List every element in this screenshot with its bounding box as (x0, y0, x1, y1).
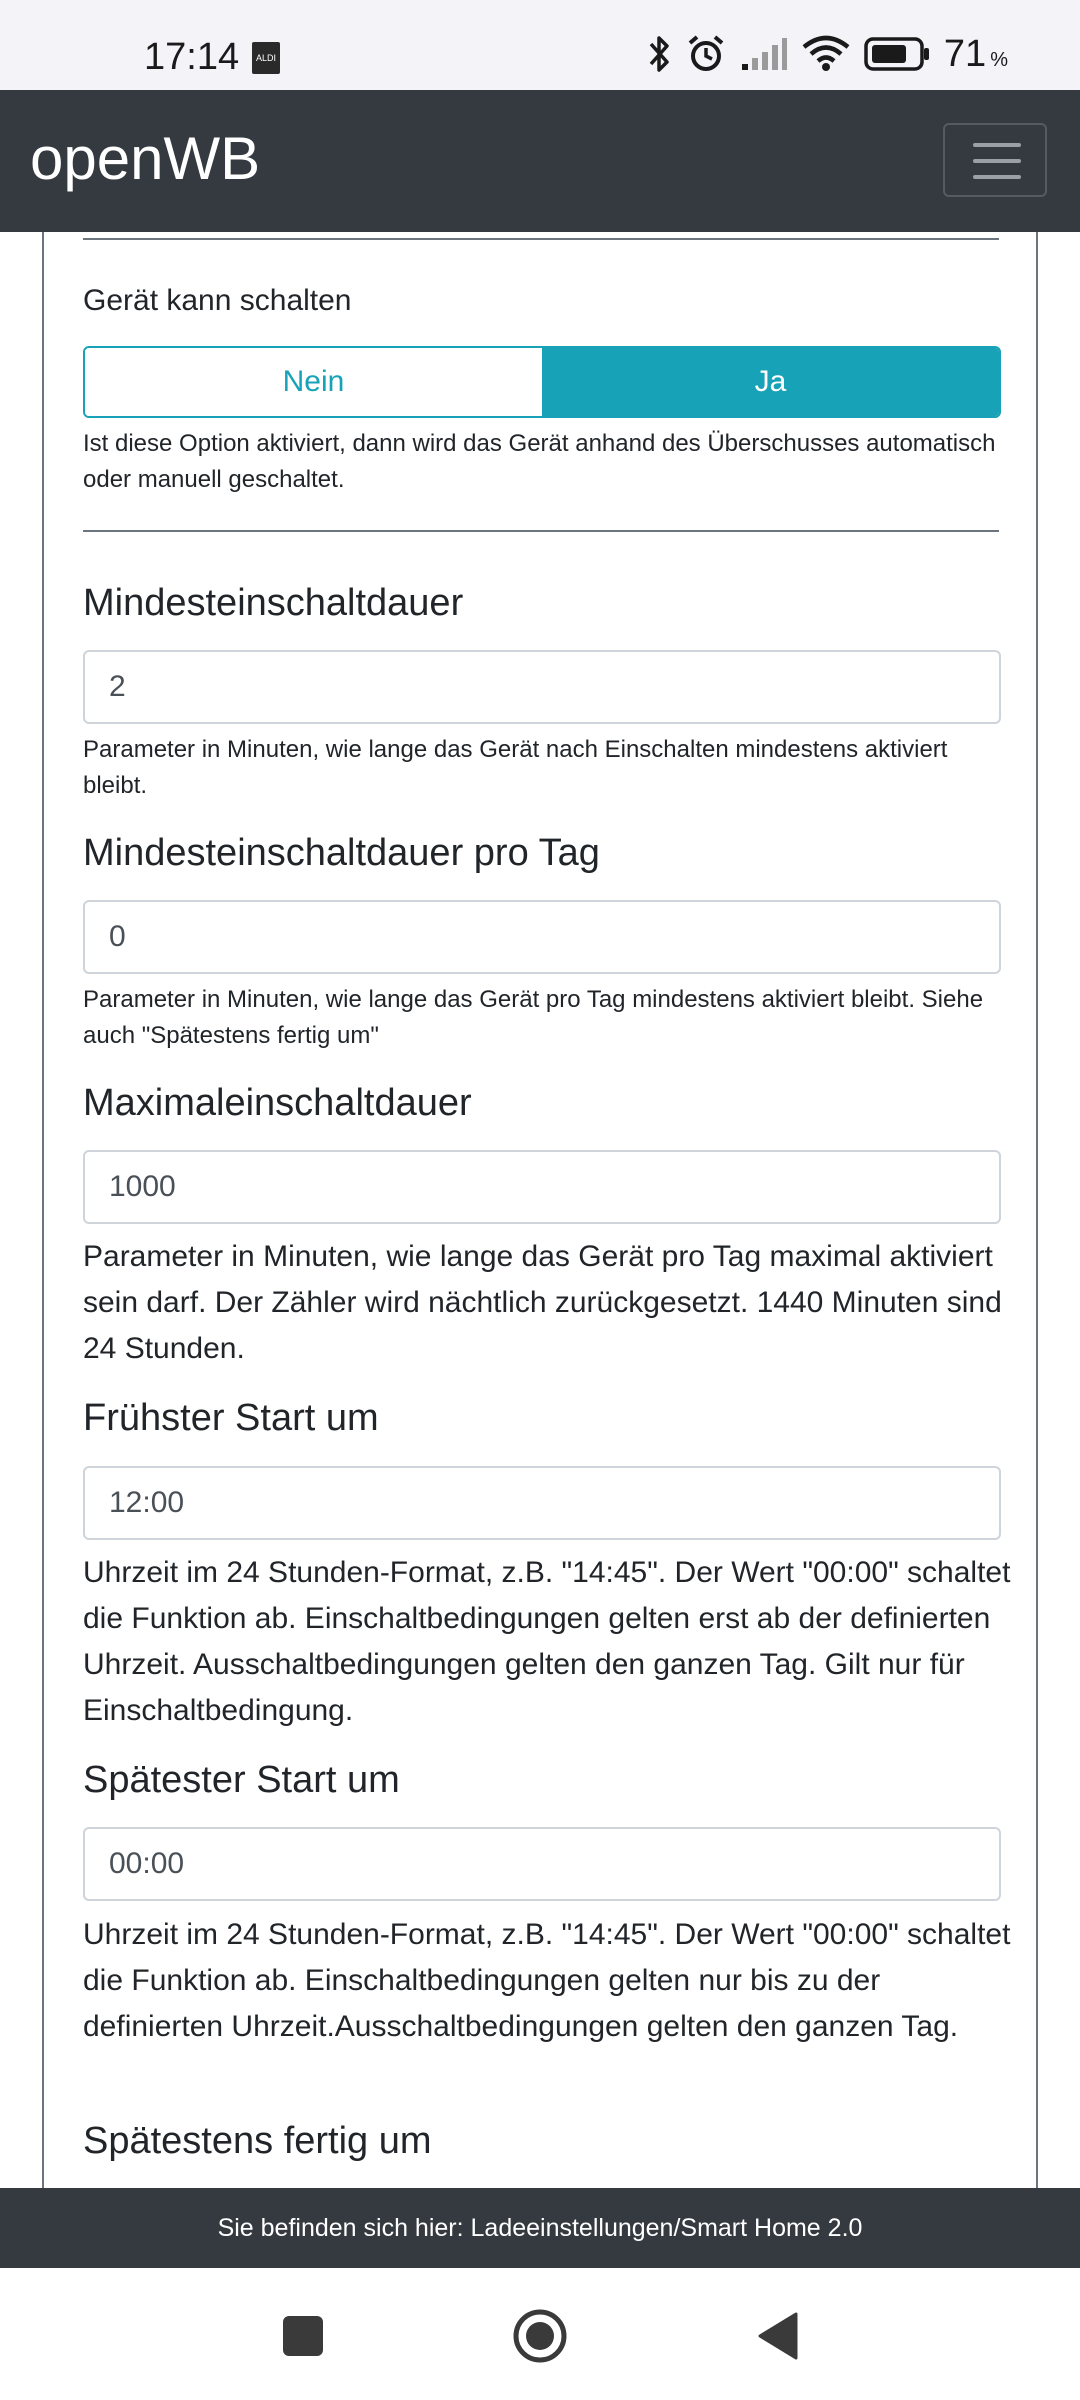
min-on-label: Mindesteinschaltdauer (83, 582, 464, 624)
breadcrumb-text: Sie befinden sich hier: Ladeeinstellungen/Smart Home 2.0 (217, 2213, 863, 2242)
breadcrumb-footer (0, 2188, 1080, 2268)
min-on-day-input[interactable]: 0 (83, 900, 1001, 974)
settings-card (42, 232, 1038, 2188)
status-icons (648, 32, 1008, 76)
min-on-help: Parameter in Minuten, wie lange das Gerät nach Einschalten mindestens aktiviert bleibt. (83, 736, 948, 799)
top-navbar (0, 90, 1080, 232)
earliest-start-help: Uhrzeit im 24 Stunden-Format, z.B. "14:45". Der Wert "00:00" schaltet die Funktion ab. Einschaltbedingungen gelten erst ab der definierten Uhrzeit. Ausschaltbedingungen gelten den ganzen Tag. Gilt nur für Einschaltbedingung. (83, 1556, 1011, 1727)
min-on-input[interactable]: 2 (83, 650, 1001, 724)
home-button[interactable] (512, 2308, 568, 2364)
switchable-help: Ist diese Option aktiviert, dann wird das Gerät anhand des Überschusses automatisch oder manuell geschaltet. (83, 430, 996, 493)
option-ja-button[interactable]: Ja (542, 348, 999, 416)
system-navigation-bar (0, 2268, 1080, 2400)
wifi-icon (802, 35, 850, 73)
divider (83, 238, 999, 240)
battery-level: 71 (943, 32, 987, 75)
max-on-label: Maximaleinschaltdauer (83, 1082, 472, 1124)
signal-icon (740, 36, 788, 72)
divider (83, 530, 999, 532)
max-on-input[interactable]: 1000 (83, 1150, 1001, 1224)
switchable-label: Gerät kann schalten (83, 284, 352, 317)
min-on-day-label: Mindesteinschaltdauer pro Tag (83, 832, 600, 874)
status-bar (0, 0, 1080, 90)
hamburger-icon (973, 143, 1021, 147)
latest-start-label: Spätester Start um (83, 1759, 400, 1801)
earliest-start-input[interactable]: 12:00 (83, 1466, 1001, 1540)
battery-unit: % (990, 48, 1008, 71)
battery-icon (864, 36, 930, 72)
alarm-icon (686, 34, 726, 74)
earliest-start-label: Frühster Start um (83, 1397, 379, 1439)
latest-start-help: Uhrzeit im 24 Stunden-Format, z.B. "14:45". Der Wert "00:00" schaltet die Funktion ab. Einschaltbedingungen gelten nur bis zu der definierten Uhrzeit.Ausschaltbedingungen gelten den ganzen Tag. (83, 1918, 1011, 2043)
brand-logo[interactable]: openWB (30, 125, 261, 192)
hamburger-icon-bar (973, 159, 1021, 163)
max-on-help: Parameter in Minuten, wie lange das Gerät pro Tag maximal aktiviert sein darf. Der Zähler wird nächtlich zurückgesetzt. 1440 Minuten sind 24 Stunden. (83, 1240, 1002, 1365)
latest-start-input[interactable]: 00:00 (83, 1827, 1001, 1901)
finish-by-label: Spätestens fertig um (83, 2120, 432, 2162)
switchable-toggle (83, 346, 1001, 418)
back-button[interactable] (756, 2312, 798, 2360)
recents-button[interactable] (283, 2316, 323, 2356)
min-on-day-help: Parameter in Minuten, wie lange das Gerät pro Tag mindestens aktiviert bleibt. Siehe auch "Spätestens fertig um" (83, 986, 984, 1049)
menu-toggle-button[interactable] (943, 123, 1047, 197)
bluetooth-icon (648, 34, 672, 74)
option-nein-button[interactable]: Nein (85, 348, 542, 416)
hamburger-icon-bar (973, 175, 1021, 179)
clock: 17:14 (144, 36, 240, 78)
carrier-badge: ALDI (252, 42, 280, 74)
